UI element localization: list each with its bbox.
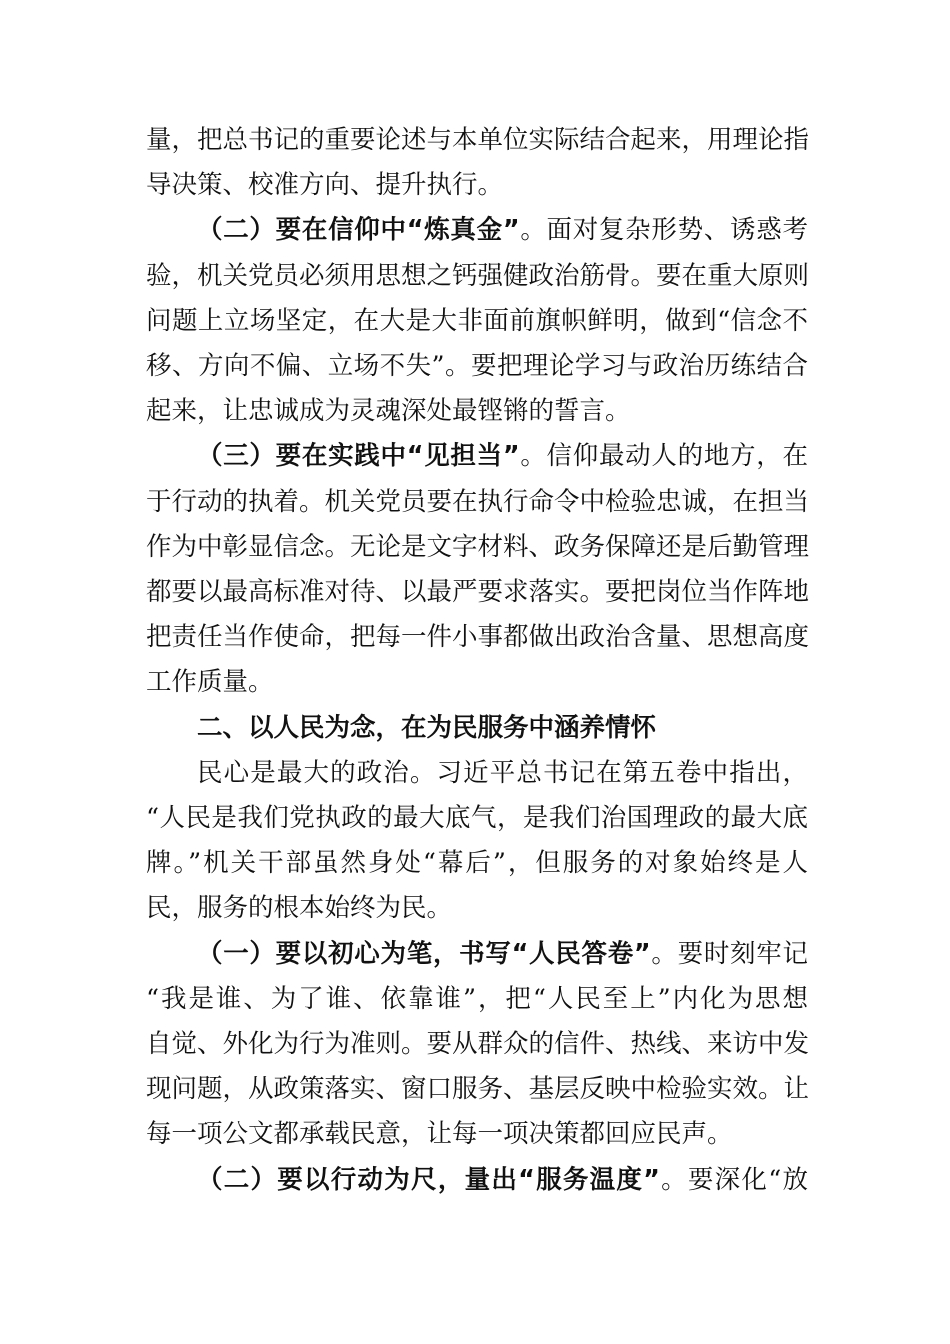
paragraph-lead: （二）要在信仰中“炼真金” [197,215,520,246]
lead-continuation: 。要深化“放 [659,1164,808,1195]
text-line: 问题上立场坚定，在大是大非面前旗帜鲜明，做到“信念不 [146,305,808,336]
text-line: 民心是最大的政治。习近平总书记在第五卷中指出， [197,757,808,788]
text-line: 导决策、校准方向、提升执行。 [146,170,504,201]
text-line: 民，服务的根本始终为民。 [146,893,453,924]
text-line: “人民是我们党执政的最大底气，是我们治国理政的最大底 [146,803,808,834]
text-line: 把责任当作使命，把每一件小事都做出政治含量、思想高度 [146,622,810,653]
paragraph-faith [146,208,808,434]
section-heading-text: 二、以人民为念，在为民服务中涵养情怀 [197,712,657,743]
paragraph-lead: （三）要在实践中“见担当” [197,441,520,472]
paragraph-original-aspiration [146,932,808,1158]
lead-continuation: 。信仰最动人的地方，在 [519,441,808,472]
text-line: “我是谁、为了谁、依靠谁”，把“人民至上”内化为思想 [146,983,808,1014]
paragraph-continuation [146,118,808,208]
text-line: 都要以最高标准对待、以最严要求落实。要把岗位当作阵地 [146,577,810,608]
text-line [146,1158,808,1203]
text-line: 起来，让忠诚成为灵魂深处最铿锵的誓言。 [146,396,631,427]
text-line: 每一项公文都承载民意，让每一项决策都回应民声。 [146,1119,733,1150]
text-line: 验，机关党员必须用思想之钙强健政治筋骨。要在重大原则 [146,260,810,291]
text-line: 移、方向不偏、立场不失”。要把理论学习与政治历练结合 [146,351,808,382]
text-line: 牌。”机关干部虽然身处“幕后”，但服务的对象始终是人 [146,848,808,879]
text-line: 自觉、外化为行为准则。要从群众的信件、热线、来访中发 [146,1029,810,1060]
text-line: 现问题，从政策落实、窗口服务、基层反映中检验实效。让 [146,1074,810,1105]
text-line [146,434,808,479]
paragraph-lead: （二）要以行动为尺，量出“服务温度” [197,1164,660,1195]
text-line [146,208,808,253]
section-heading [146,706,808,751]
text-line: 工作质量。 [146,667,274,698]
text-line [146,932,808,977]
text-line: 作为中彰显信念。无论是文字材料、政务保障还是后勤管理 [146,531,810,562]
document-body [146,118,808,1203]
paragraph-service-warmth [146,1158,808,1203]
lead-continuation: 。要时刻牢记 [650,938,808,969]
paragraph-lead: （一）要以初心为笔，书写“人民答卷” [197,938,651,969]
text-line: 于行动的执着。机关党员要在执行命令中检验忠诚，在担当 [146,486,810,517]
text-line: 量，把总书记的重要论述与本单位实际结合起来，用理论指 [146,125,810,155]
paragraph-people [146,751,808,932]
lead-continuation: 。面对复杂形势、诱惑考 [519,215,808,246]
paragraph-practice [146,434,808,705]
